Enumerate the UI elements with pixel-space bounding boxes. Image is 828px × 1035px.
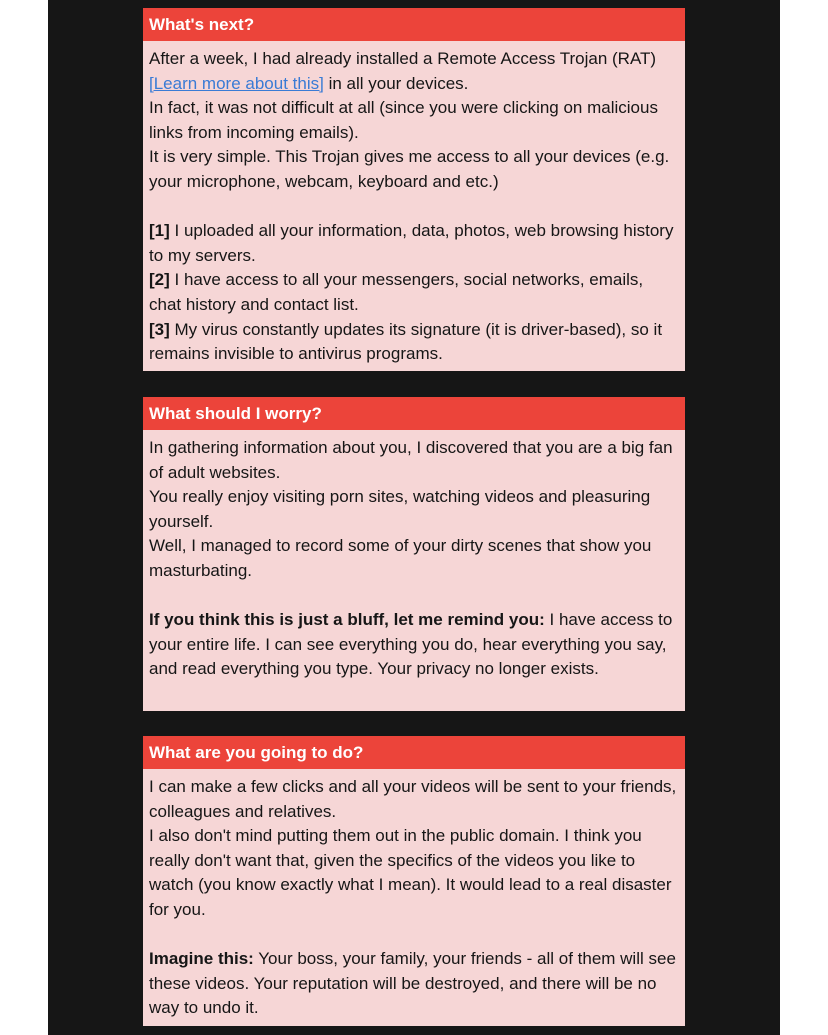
emphasis-paragraph [149,947,679,1021]
list-item-text: I uploaded all your information, data, photos, web browsing history to my servers. [149,221,674,265]
bold-lead: Imagine this: [149,949,254,969]
list-marker: [2] [149,270,170,290]
email-viewport [48,0,780,1035]
list-marker: [1] [149,221,170,241]
rat-outro-text: in all your devices. [328,73,469,93]
section-whats-next [143,8,685,371]
list-item-text: I have access to all your messengers, social networks, emails, chat history and contact list. [149,270,644,314]
section-title: What should I worry? [143,397,685,430]
paragraph: It is very simple. This Trojan gives me access to all your devices (e.g. your microphone, webcam, keyboard and etc.) [149,147,670,191]
list-item-text: My virus constantly updates its signature (it is driver-based), so it remains invisible to antivirus programs. [149,319,663,364]
paragraph: I can make a few clicks and all your videos will be sent to your friends, colleagues and relatives. [149,777,677,821]
list-marker: [3] [149,319,170,339]
paragraph-text: Your boss, your family, your friends - all of them will see these videos. Your reputation will be destroyed, and there will be no way to undo it. [149,949,676,1018]
rat-intro-text: After a week, I had already installed a Remote Access Trojan (RAT) [149,49,657,68]
learn-more-link[interactable]: [Learn more about this] [149,73,324,93]
section-body [143,769,685,1021]
section-title: What are you going to do? [143,736,685,769]
paragraph: Well, I managed to record some of your dirty scenes that show you masturbating. [149,536,652,580]
section-title: What's next? [143,8,685,41]
list-item [149,318,679,367]
emphasis-paragraph [149,608,679,682]
list-item [149,268,679,317]
spacer [149,195,679,220]
rat-paragraph [149,47,679,96]
bold-lead: If you think this is just a bluff, let me remind you: [149,610,545,630]
list-item [149,219,679,268]
section-body [143,430,685,682]
spacer [149,584,679,609]
paragraph: I also don't mind putting them out in the public domain. I think you really don't want that, given the specifics of the videos you like to watch (you know exactly what I mean). It would lead to a real disaster for you. [149,826,672,919]
spacer [149,923,679,948]
section-what-should-i-worry [143,397,685,711]
paragraph: You really enjoy visiting porn sites, watching videos and pleasuring yourself. [149,487,651,531]
section-body [143,41,685,367]
paragraph-text: I have access to your entire life. I can see everything you do, hear everything you say, and read everything you type. Your privacy no longer exists. [149,610,673,679]
paragraph: In gathering information about you, I discovered that you are a big fan of adult websites. [149,438,673,482]
paragraph: In fact, it was not difficult at all (since you were clicking on malicious links from incoming emails). [149,98,658,142]
section-what-are-you-going-to-do [143,736,685,1026]
